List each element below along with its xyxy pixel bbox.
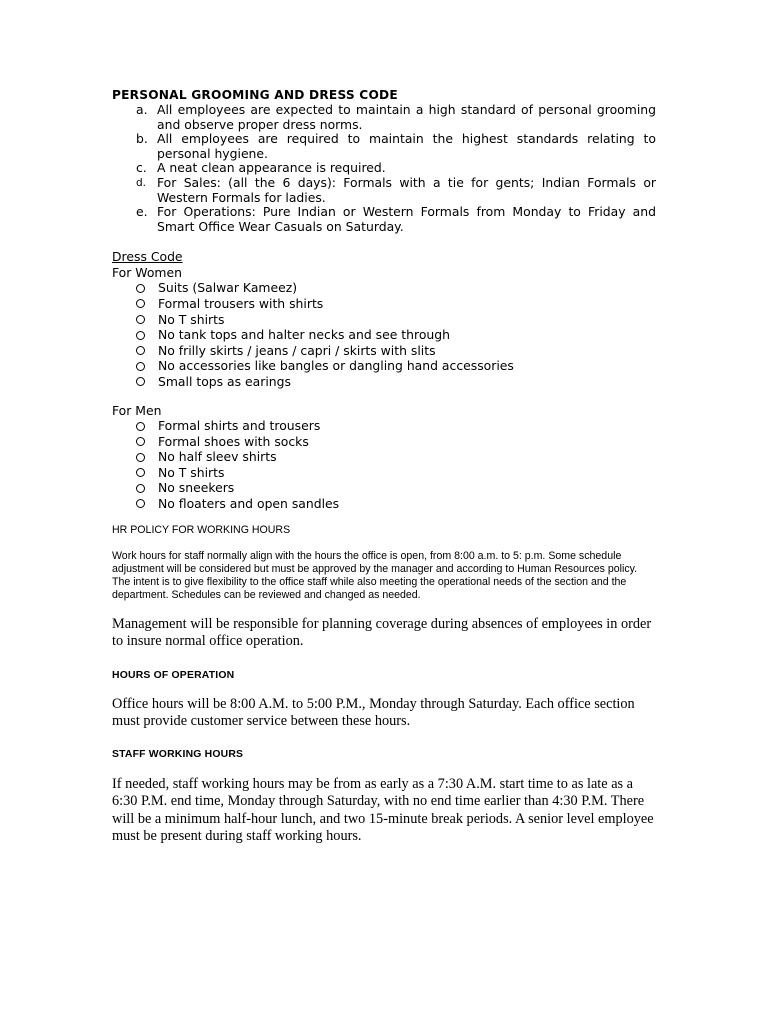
hr-policy-body: Work hours for staff normally align with the hours the office is open, from 8:00 a.m. to 5: p.m. Some schedule adjustment will be considered but must be approved by the manager and according to Human Resources policy. The intent is to give flexibility to the office staff while also meeting the operational needs of the section and the department. Schedules can be reviewed and changed as needed. [112, 549, 638, 602]
list-item: No frilly skirts / jeans / capri / skirts with slits [112, 343, 656, 359]
circle-bullet-icon [136, 284, 145, 293]
hours-of-operation-heading: HOURS OF OPERATION [112, 669, 235, 681]
circle-bullet-icon [136, 377, 145, 386]
grooming-item-text: For Sales: (all the 6 days): Formals with a tie for gents; Indian Formals or Western Formals for ladies. [157, 174, 656, 205]
grooming-item-text: All employees are expected to maintain a high standard of personal grooming and observe proper dress norms. [157, 102, 656, 132]
list-item: Suits (Salwar Kameez) [112, 280, 656, 296]
circle-bullet-icon [136, 362, 145, 371]
circle-bullet-icon [136, 499, 145, 508]
grooming-title: PERSONAL GROOMING AND DRESS CODE [112, 88, 398, 102]
list-item: No tank tops and halter necks and see through [112, 327, 656, 343]
circle-bullet-icon [136, 315, 145, 324]
list-marker: e. [136, 204, 148, 220]
grooming-item [112, 176, 656, 205]
list-marker: c. [136, 160, 147, 176]
circle-bullet-icon [136, 484, 145, 493]
grooming-item [112, 132, 656, 161]
circle-bullet-icon [136, 468, 145, 477]
grooming-item [112, 205, 656, 234]
grooming-item-text: For Operations: Pure Indian or Western Formals from Monday to Friday and Smart Office Wear Casuals on Saturday. [157, 204, 656, 234]
grooming-item-text: A neat clean appearance is required. [157, 160, 386, 176]
dress-code-section [112, 249, 656, 511]
staff-working-hours-paragraph: If needed, staff working hours may be from as early as a 7:30 A.M. start time to as late as a 6:30 P.M. end time, Monday through Saturday, with no end time earlier than 4:30 P.M. There will be a minimum half-hour lunch, and two 15-minute break periods. A senior level employee must be present during staff working hours. [112, 775, 654, 845]
list-item: Formal shirts and trousers [112, 418, 656, 434]
list-item: Formal trousers with shirts [112, 296, 656, 312]
list-item: No accessories like bangles or dangling hand accessories [112, 358, 656, 374]
women-dress-list [112, 280, 656, 389]
list-item: No half sleev shirts [112, 449, 656, 465]
circle-bullet-icon [136, 422, 145, 431]
list-item: Formal shoes with socks [112, 434, 656, 450]
grooming-item [112, 103, 656, 132]
list-marker: a. [136, 102, 148, 117]
list-item: No floaters and open sandles [112, 496, 656, 512]
hr-policy-heading: HR POLICY FOR WORKING HOURS [112, 523, 291, 536]
management-paragraph: Management will be responsible for planning coverage during absences of employees in order to insure normal office operation. [112, 615, 652, 650]
dress-code-heading: Dress Code [112, 249, 183, 265]
circle-bullet-icon [136, 299, 145, 308]
list-item: No T shirts [112, 312, 656, 328]
circle-bullet-icon [136, 453, 145, 462]
women-label: For Women [112, 264, 182, 280]
list-marker: d. [136, 176, 147, 189]
list-item: No T shirts [112, 465, 656, 481]
men-label: For Men [112, 402, 162, 418]
staff-working-hours-heading: STAFF WORKING HOURS [112, 748, 244, 760]
grooming-item [112, 161, 656, 176]
list-item: Small tops as earings [112, 374, 656, 390]
men-dress-list [112, 418, 656, 512]
document-page [112, 88, 656, 846]
grooming-item-text: All employees are required to maintain the highest standards relating to personal hygiene. [157, 131, 656, 161]
circle-bullet-icon [136, 331, 145, 340]
grooming-list [112, 103, 656, 234]
list-marker: b. [136, 131, 148, 147]
list-item: No sneekers [112, 480, 656, 496]
hours-of-operation-paragraph: Office hours will be 8:00 A.M. to 5:00 P.M., Monday through Saturday. Each office section must provide customer service between these hours. [112, 695, 635, 730]
circle-bullet-icon [136, 346, 145, 355]
circle-bullet-icon [136, 437, 145, 446]
